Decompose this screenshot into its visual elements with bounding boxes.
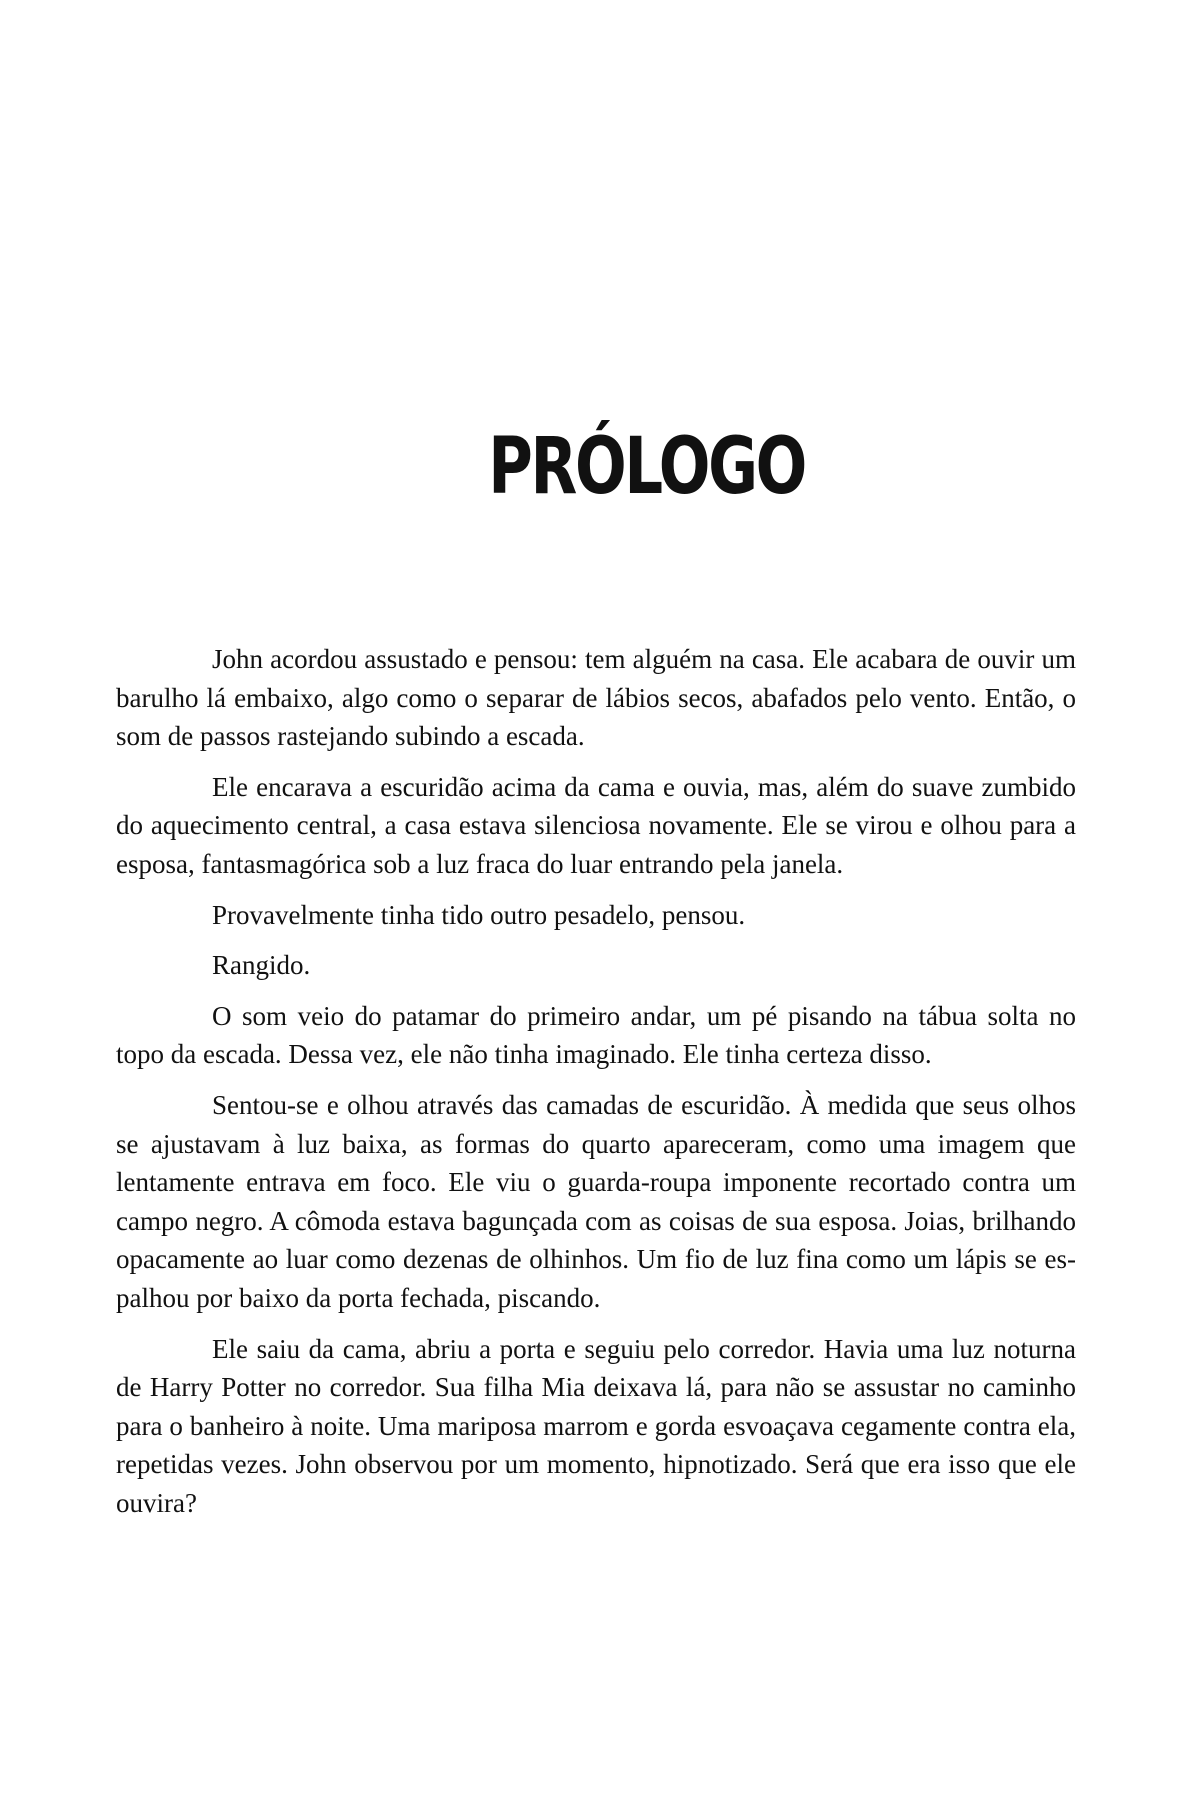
paragraph: Sentou-se e olhou através das camadas de escuridão. À medida que seus olhos se ajustavam à luz baixa, as formas do quarto apareceram, como uma imagem que lentamente entrava em foco. Ele viu o guarda-roupa imponente recortado contra um campo negro. A cômoda estava bagunçada com as coisas de sua esposa. Joias, brilhando opacamente ao luar como dezenas de olhinhos. Um fio de luz fina como um lápis se espalhou por baixo da porta fechada, piscando. — [116, 1089, 1076, 1313]
paragraph: Rangido. — [212, 950, 311, 981]
chapter-body — [116, 640, 1076, 1534]
paragraph: Provavelmente tinha tido outro pesadelo, pensou. — [212, 899, 746, 930]
paragraph: O som veio do patamar do primeiro andar, um pé pisando na tábua solta no topo da escada. Dessa vez, ele não tinha imaginado. Ele tinha certeza disso. — [116, 1000, 1076, 1070]
paragraph: Ele encarava a escuridão acima da cama e ouvia, mas, além do suave zumbido do aquecimento central, a casa estava silenciosa novamente. Ele se virou e olhou para a esposa, fantasmagórica sob a luz fraca do luar entrando pela janela. — [116, 771, 1076, 879]
paragraph: John acordou assustado e pensou: tem alguém na casa. Ele acabara de ouvir um barulho lá embaixo, algo como o separar de lábios secos, abafados pelo vento. Então, o som de passos rastejando subindo a escada. — [116, 644, 1076, 752]
chapter-title: PRÓLOGO — [488, 422, 806, 512]
paragraph: Ele saiu da cama, abriu a porta e seguiu pelo corredor. Havia uma luz noturna de Harry Potter no corredor. Sua filha Mia deixava lá, para não se assustar no caminho para o banheiro à noite. Uma mariposa marrom e gorda esvoaçava cegamente contra ela, repetidas vezes. John observou por um momento, hipnotizado. Será que era isso que ele ouvira? — [116, 1333, 1076, 1518]
